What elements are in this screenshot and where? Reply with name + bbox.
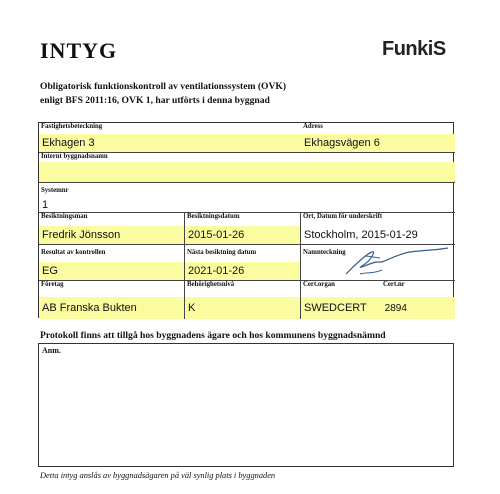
- intro-text: [40, 80, 286, 108]
- cell-besiktningsman: [39, 213, 185, 245]
- besiktningsman-label: Besiktningsman: [41, 213, 88, 220]
- funkis-logo: [382, 38, 446, 61]
- intro-line-2: enligt BFS 2011:16, OVK 1, har utförts i denna byggnad: [40, 95, 270, 106]
- anm-label: Anm.: [42, 346, 61, 355]
- besiktningsman-value: Fredrik Jönsson: [39, 226, 184, 244]
- internt-value: [39, 162, 455, 182]
- besiktningsdatum-value: 2015-01-26: [185, 226, 300, 244]
- intro-line-1: Obligatorisk funktionskontroll av ventilationssystem (OVK): [40, 81, 287, 92]
- footer-text: Detta intyg anslås av byggnadsägaren på väl synlig plats i byggnaden: [40, 471, 276, 480]
- adress-value: Ekhagsvägen 6: [301, 134, 455, 152]
- cell-nasta: [185, 245, 301, 281]
- cell-resultat: [39, 245, 185, 281]
- adress-label: Adress: [303, 123, 323, 130]
- cell-system: [39, 183, 455, 213]
- cell-internt: [39, 153, 455, 183]
- signature: [302, 244, 450, 280]
- fastighet-label: Fastighetsbeteckning: [41, 123, 103, 130]
- certnr-label: Cert.nr: [383, 281, 405, 288]
- cell-behorighet: [185, 281, 301, 319]
- nasta-label: Nästa besiktning datum: [187, 249, 257, 256]
- namnteckning-label: Namnteckning: [303, 249, 346, 256]
- system-label: Systemnr: [41, 187, 69, 194]
- foretag-value: AB Franska Bukten: [39, 297, 184, 319]
- certorgan-value: SWEDCERT: [304, 302, 367, 314]
- foretag-label: Företag: [41, 281, 64, 288]
- besiktningsdatum-label: Besiktningsdatum: [187, 213, 240, 220]
- resultat-value: EG: [39, 262, 184, 280]
- system-value: 1: [42, 199, 49, 211]
- certnr-value: 2894: [384, 303, 407, 314]
- cell-foretag: [39, 281, 185, 319]
- cell-ortdatum: [301, 213, 455, 245]
- cell-fastighet: [39, 123, 301, 153]
- ortdatum-label: Ort, Datum för underskrift: [303, 213, 383, 220]
- behorighet-value: K: [185, 297, 300, 319]
- ortdatum-value: Stockholm, 2015-01-29: [304, 229, 418, 241]
- cell-besiktningsdatum: [185, 213, 301, 245]
- logo-text: FunkiS: [382, 38, 446, 60]
- cell-cert: [301, 281, 455, 319]
- anm-box: [38, 343, 454, 467]
- cert-value: [301, 297, 455, 319]
- certorgan-label: Cert.organ: [303, 281, 335, 288]
- certificate-title: INTYG: [40, 38, 118, 63]
- details-table: [38, 122, 454, 318]
- cell-adress: [301, 123, 455, 153]
- behorighet-label: Behörighetsnivå: [187, 281, 235, 288]
- fastighet-value: Ekhagen 3: [39, 134, 301, 152]
- nasta-value: 2021-01-26: [185, 262, 300, 280]
- internt-label: Internt byggnadsnamn: [41, 153, 108, 160]
- protocol-heading: Protokoll finns att tillgå hos byggnadens ägare och hos kommunens byggnadsnämnd: [40, 330, 386, 341]
- resultat-label: Resultat av kontrollen: [41, 249, 106, 256]
